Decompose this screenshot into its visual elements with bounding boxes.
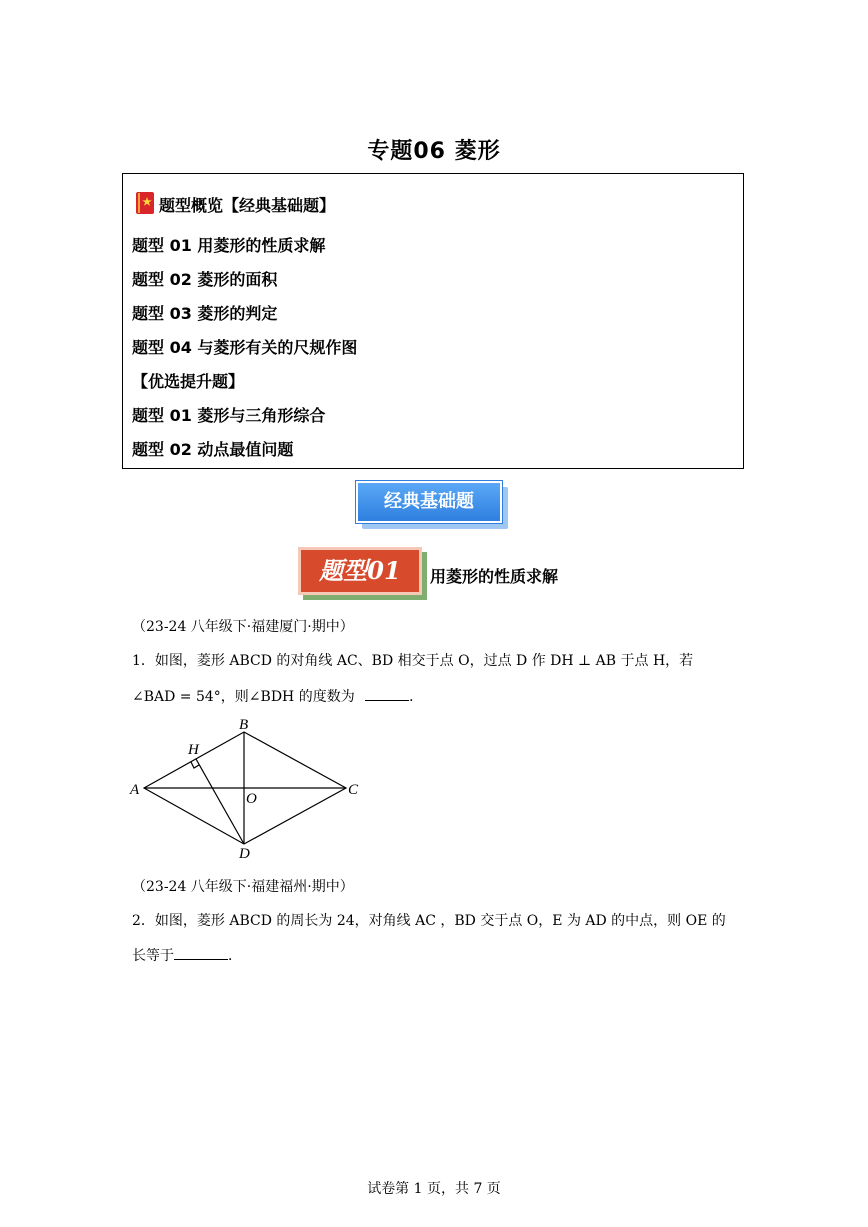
label-o: O: [246, 791, 257, 807]
overview-item: 题型 04 与菱形有关的尺规作图: [132, 338, 358, 357]
q1-line2: [132, 686, 423, 706]
q2-line2: [132, 945, 242, 965]
overview-item: 题型 02 动点最值问题: [132, 440, 294, 459]
rhombus-diagram: [126, 714, 366, 862]
section-badge: [356, 481, 508, 529]
type-badge: [298, 547, 428, 601]
overview-box: [122, 173, 744, 469]
q2-line1: 2．如图，菱形 ABCD 的周长为 24，对角线 AC ，BD 交于点 O，E 为 AD 的中点，则 OE 的: [132, 913, 726, 929]
label-b: B: [239, 717, 249, 733]
overview-item: 题型 01 用菱形的性质求解: [132, 236, 326, 255]
page-footer: 试卷第 1 页，共 7 页: [367, 1181, 501, 1197]
overview-header: 题型概览【经典基础题】: [159, 196, 336, 215]
q2-line2-text: 长等于: [132, 948, 174, 964]
q1-line1: 1．如图，菱形 ABCD 的对角线 AC、BD 相交于点 O，过点 D 作 DH ⊥ AB 于点 H，若: [132, 653, 694, 669]
type-badge-label: 题型01: [298, 547, 422, 595]
overview-item: 题型 01 菱形与三角形综合: [132, 406, 326, 425]
page-title: 专题06 菱形: [367, 139, 501, 164]
overview-item: 题型 02 菱形的面积: [132, 270, 278, 289]
label-h: H: [188, 742, 199, 758]
q1-answer-blank[interactable]: [365, 700, 409, 701]
section-badge-label: 经典基础题: [356, 481, 502, 523]
label-a: A: [130, 782, 140, 798]
segment-dh: [196, 759, 244, 844]
q1-source: （23-24 八年级下·福建厦门·期中）: [132, 619, 354, 635]
q1-line2-text: ∠BAD = 54°，则∠BDH 的度数为: [132, 689, 355, 705]
book-icon: [135, 191, 155, 215]
label-c: C: [348, 782, 359, 798]
q2-source: （23-24 八年级下·福建福州·期中）: [132, 879, 354, 895]
overview-item: 题型 03 菱形的判定: [132, 304, 278, 323]
label-d: D: [239, 846, 250, 862]
type-title: 用菱形的性质求解: [430, 567, 559, 586]
q1-line2-end: ．: [409, 689, 424, 705]
q2-line2-end: ．: [228, 948, 242, 964]
q2-answer-blank[interactable]: [174, 959, 228, 960]
advanced-header: 【优选提升题】: [132, 372, 245, 391]
